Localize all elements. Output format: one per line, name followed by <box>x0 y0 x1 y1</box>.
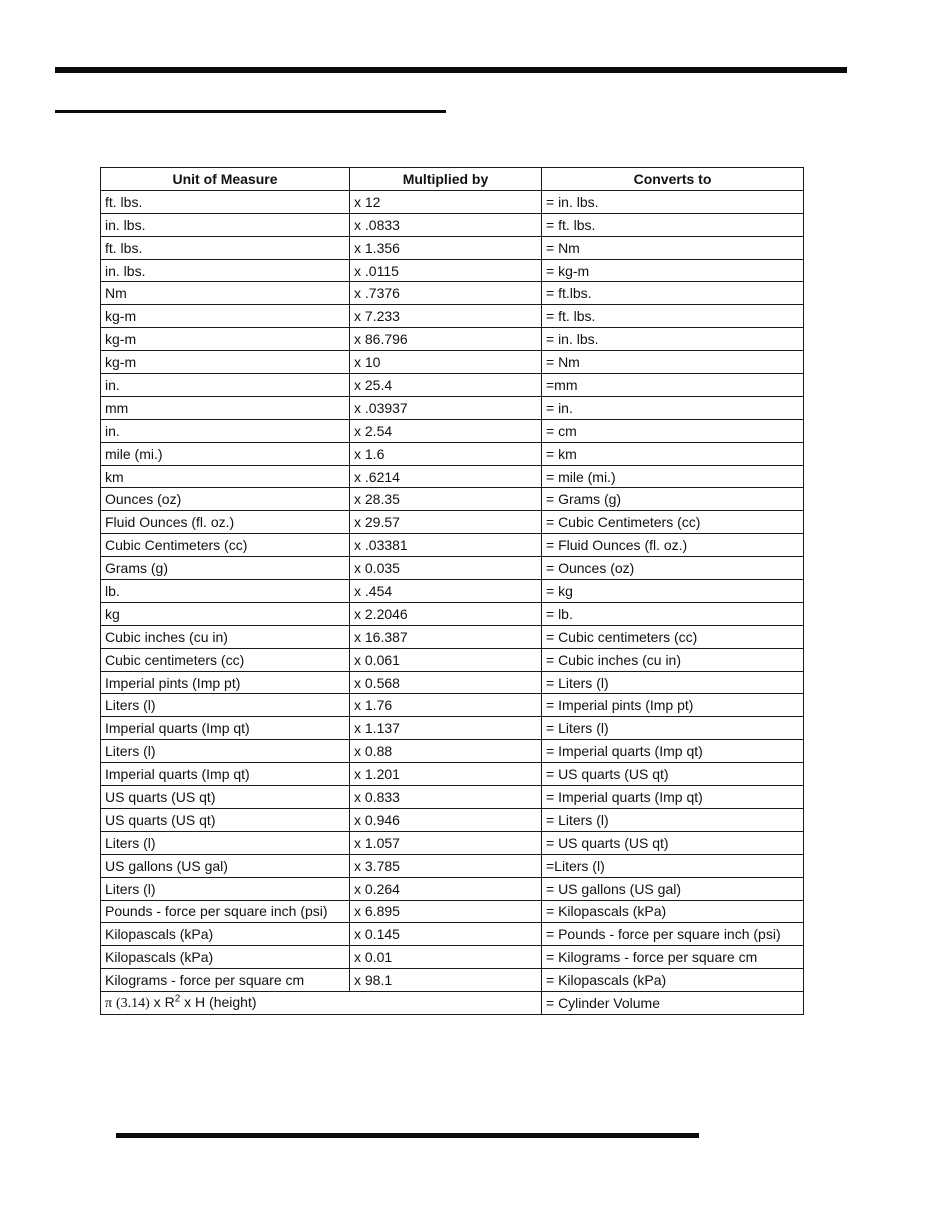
table-row <box>101 419 804 442</box>
converts-to-cell: = Nm <box>542 351 804 374</box>
table-row <box>101 236 804 259</box>
unit-cell: US quarts (US qt) <box>101 808 350 831</box>
multiplier-cell: x 0.88 <box>350 740 542 763</box>
column-header-multiplier: Multiplied by <box>350 168 542 191</box>
unit-cell: kg-m <box>101 351 350 374</box>
unit-cell: Liters (l) <box>101 740 350 763</box>
multiplier-cell: x 16.387 <box>350 625 542 648</box>
unit-cell: kg-m <box>101 328 350 351</box>
converts-to-cell: = kg <box>542 580 804 603</box>
table-row <box>101 374 804 397</box>
multiplier-cell: x 2.54 <box>350 419 542 442</box>
table-row <box>101 717 804 740</box>
multiplier-cell: x 2.2046 <box>350 602 542 625</box>
multiplier-cell: x 0.035 <box>350 557 542 580</box>
multiplier-cell: x 1.201 <box>350 763 542 786</box>
table-row <box>101 213 804 236</box>
unit-cell: Cubic inches (cu in) <box>101 625 350 648</box>
table-row <box>101 328 804 351</box>
multiplier-cell: x 6.895 <box>350 900 542 923</box>
formula-exponent: 2 <box>174 993 181 1005</box>
formula-result: = Cylinder Volume <box>542 992 804 1015</box>
table-row <box>101 946 804 969</box>
table-row <box>101 534 804 557</box>
multiplier-cell: x 1.6 <box>350 442 542 465</box>
multiplier-cell: x .454 <box>350 580 542 603</box>
converts-to-cell: = ft. lbs. <box>542 305 804 328</box>
converts-to-cell: = Nm <box>542 236 804 259</box>
multiplier-cell: x 7.233 <box>350 305 542 328</box>
multiplier-cell: x 1.057 <box>350 831 542 854</box>
unit-cell: Kilograms - force per square cm <box>101 969 350 992</box>
multiplier-cell: x 98.1 <box>350 969 542 992</box>
converts-to-cell: = US quarts (US qt) <box>542 831 804 854</box>
unit-cell: km <box>101 465 350 488</box>
converts-to-cell: = mile (mi.) <box>542 465 804 488</box>
converts-to-cell: = Ounces (oz) <box>542 557 804 580</box>
table-row <box>101 831 804 854</box>
unit-cell: Imperial pints (Imp pt) <box>101 671 350 694</box>
multiplier-cell: x 0.833 <box>350 786 542 809</box>
unit-cell: in. lbs. <box>101 213 350 236</box>
unit-cell: Cubic centimeters (cc) <box>101 648 350 671</box>
unit-cell: in. lbs. <box>101 259 350 282</box>
multiplier-cell: x 1.76 <box>350 694 542 717</box>
converts-to-cell: =Liters (l) <box>542 854 804 877</box>
table-row <box>101 259 804 282</box>
multiplier-cell: x 1.356 <box>350 236 542 259</box>
multiplier-cell: x 0.946 <box>350 808 542 831</box>
multiplier-cell: x .0833 <box>350 213 542 236</box>
converts-to-cell: = Cubic inches (cu in) <box>542 648 804 671</box>
converts-to-cell: = in. <box>542 396 804 419</box>
converts-to-cell: = Imperial quarts (Imp qt) <box>542 740 804 763</box>
converts-to-cell: = US quarts (US qt) <box>542 763 804 786</box>
table-row <box>101 580 804 603</box>
multiplier-cell: x 0.061 <box>350 648 542 671</box>
multiplier-cell: x 12 <box>350 190 542 213</box>
table-row <box>101 282 804 305</box>
table-row <box>101 396 804 419</box>
converts-to-cell: = Pounds - force per square inch (psi) <box>542 923 804 946</box>
unit-cell: Imperial quarts (Imp qt) <box>101 763 350 786</box>
conversion-table <box>100 167 804 1015</box>
unit-cell: mile (mi.) <box>101 442 350 465</box>
unit-cell: lb. <box>101 580 350 603</box>
multiplier-cell: x 25.4 <box>350 374 542 397</box>
unit-cell: Liters (l) <box>101 831 350 854</box>
multiplier-cell: x .03937 <box>350 396 542 419</box>
multiplier-cell: x .0115 <box>350 259 542 282</box>
converts-to-cell: = Cubic Centimeters (cc) <box>542 511 804 534</box>
multiplier-cell: x 0.145 <box>350 923 542 946</box>
unit-cell: ft. lbs. <box>101 236 350 259</box>
converts-to-cell: = lb. <box>542 602 804 625</box>
table-row <box>101 442 804 465</box>
converts-to-cell: = kg-m <box>542 259 804 282</box>
column-header-unit: Unit of Measure <box>101 168 350 191</box>
unit-cell: Imperial quarts (Imp qt) <box>101 717 350 740</box>
table-row <box>101 900 804 923</box>
multiplier-cell: x 0.264 <box>350 877 542 900</box>
multiplier-cell: x .7376 <box>350 282 542 305</box>
unit-cell: in. <box>101 419 350 442</box>
table-row <box>101 694 804 717</box>
pi-value: (3.14) <box>115 996 150 1012</box>
multiplier-cell: x 3.785 <box>350 854 542 877</box>
unit-cell: Kilopascals (kPa) <box>101 946 350 969</box>
converts-to-cell: = Kilograms - force per square cm <box>542 946 804 969</box>
converts-to-cell: = cm <box>542 419 804 442</box>
top-divider-rule <box>55 67 847 73</box>
multiplier-cell: x 1.137 <box>350 717 542 740</box>
table-header-row <box>101 168 804 191</box>
unit-cell: in. <box>101 374 350 397</box>
column-header-converts-to: Converts to <box>542 168 804 191</box>
table-row <box>101 786 804 809</box>
table-row <box>101 511 804 534</box>
table-row <box>101 465 804 488</box>
converts-to-cell: = Kilopascals (kPa) <box>542 969 804 992</box>
unit-cell: Kilopascals (kPa) <box>101 923 350 946</box>
table-row <box>101 305 804 328</box>
converts-to-cell: = km <box>542 442 804 465</box>
unit-cell: Cubic Centimeters (cc) <box>101 534 350 557</box>
unit-cell: kg-m <box>101 305 350 328</box>
unit-cell: Liters (l) <box>101 694 350 717</box>
multiplier-cell: x 28.35 <box>350 488 542 511</box>
table-row <box>101 877 804 900</box>
multiplier-cell: x 0.01 <box>350 946 542 969</box>
converts-to-cell: =mm <box>542 374 804 397</box>
unit-cell: mm <box>101 396 350 419</box>
converts-to-cell: = Fluid Ounces (fl. oz.) <box>542 534 804 557</box>
multiplier-cell: x .03381 <box>350 534 542 557</box>
converts-to-cell: = US gallons (US gal) <box>542 877 804 900</box>
table-row <box>101 763 804 786</box>
unit-cell: Ounces (oz) <box>101 488 350 511</box>
table-row <box>101 969 804 992</box>
table-row <box>101 648 804 671</box>
table-row <box>101 190 804 213</box>
unit-cell: US quarts (US qt) <box>101 786 350 809</box>
table-row <box>101 602 804 625</box>
unit-cell: Grams (g) <box>101 557 350 580</box>
table-row <box>101 671 804 694</box>
multiplier-cell: x 0.568 <box>350 671 542 694</box>
unit-cell: Liters (l) <box>101 877 350 900</box>
unit-cell: Fluid Ounces (fl. oz.) <box>101 511 350 534</box>
converts-to-cell: = ft.lbs. <box>542 282 804 305</box>
converts-to-cell: = Grams (g) <box>542 488 804 511</box>
table-row <box>101 625 804 648</box>
table-row <box>101 923 804 946</box>
table-row <box>101 854 804 877</box>
multiplier-cell: x 10 <box>350 351 542 374</box>
formula-height: x H (height) <box>180 994 257 1011</box>
table-row <box>101 351 804 374</box>
unit-cell: Pounds - force per square inch (psi) <box>101 900 350 923</box>
unit-cell: Nm <box>101 282 350 305</box>
converts-to-cell: = Liters (l) <box>542 808 804 831</box>
formula-row <box>101 992 804 1015</box>
converts-to-cell: = in. lbs. <box>542 328 804 351</box>
multiplier-cell: x .6214 <box>350 465 542 488</box>
multiplier-cell: x 86.796 <box>350 328 542 351</box>
cylinder-volume-formula <box>101 992 542 1015</box>
bottom-divider-rule <box>116 1133 699 1138</box>
table-body <box>101 190 804 991</box>
unit-cell: kg <box>101 602 350 625</box>
converts-to-cell: = Imperial quarts (Imp qt) <box>542 786 804 809</box>
converts-to-cell: = Liters (l) <box>542 717 804 740</box>
table-row <box>101 740 804 763</box>
converts-to-cell: = ft. lbs. <box>542 213 804 236</box>
pi-symbol: π <box>105 996 113 1012</box>
converts-to-cell: = Kilopascals (kPa) <box>542 900 804 923</box>
title-underline-rule <box>55 110 446 113</box>
unit-cell: ft. lbs. <box>101 190 350 213</box>
converts-to-cell: = Liters (l) <box>542 671 804 694</box>
table-row <box>101 488 804 511</box>
formula-radius: x R <box>149 994 175 1011</box>
table-row <box>101 808 804 831</box>
converts-to-cell: = Cubic centimeters (cc) <box>542 625 804 648</box>
table-row <box>101 557 804 580</box>
converts-to-cell: = Imperial pints (Imp pt) <box>542 694 804 717</box>
multiplier-cell: x 29.57 <box>350 511 542 534</box>
unit-cell: US gallons (US gal) <box>101 854 350 877</box>
converts-to-cell: = in. lbs. <box>542 190 804 213</box>
